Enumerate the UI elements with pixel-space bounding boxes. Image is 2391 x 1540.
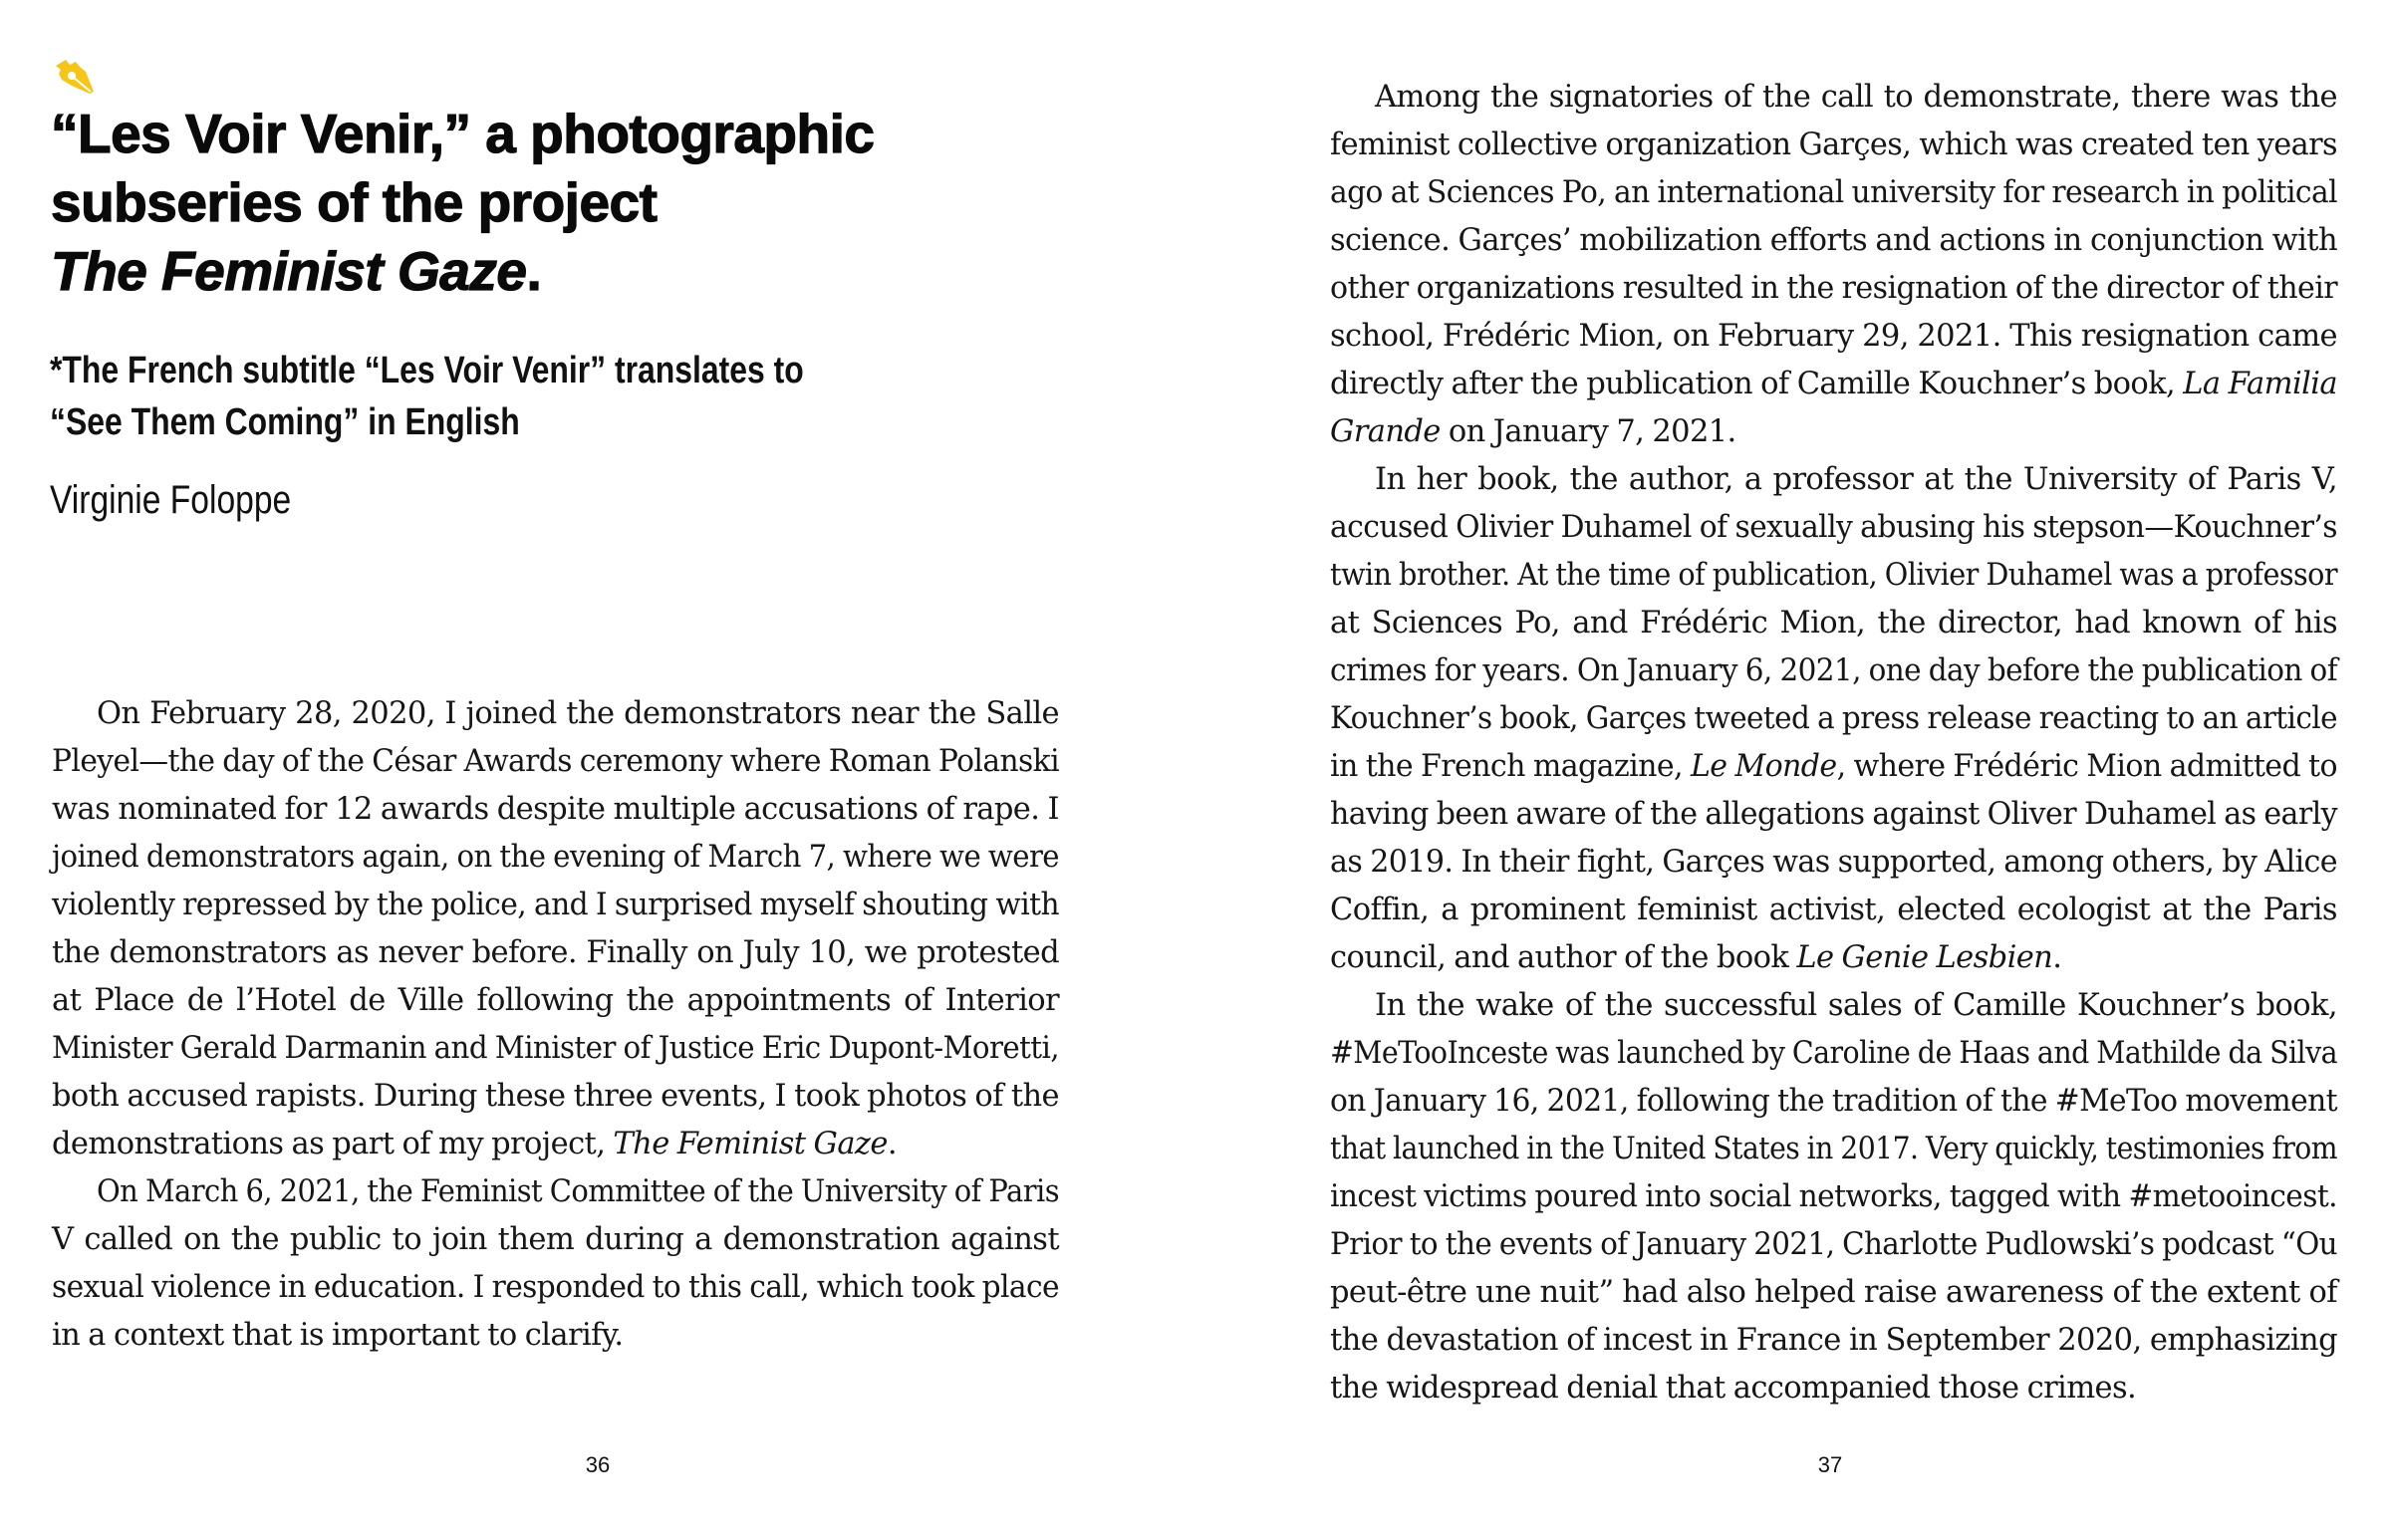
text-line: On February 28, 2020, I joined the demonstrators near the Salle bbox=[97, 696, 1059, 731]
page-number: 37 bbox=[1817, 1452, 1843, 1477]
title-project-name: The Feminist Gaze bbox=[51, 240, 527, 302]
book-title-italic: Grande bbox=[1330, 414, 1441, 449]
article-subtitle bbox=[50, 345, 804, 448]
title-line-2: subseries of the project bbox=[51, 171, 658, 233]
right-page bbox=[1196, 0, 2391, 1540]
text-line: peut-être une nuit” had also helped raise awareness of the extent of bbox=[1330, 1275, 2337, 1310]
project-title-italic: The Feminist Gaze bbox=[613, 1127, 888, 1161]
magazine-title-italic: Le Monde bbox=[1690, 749, 1837, 784]
text-line: Grande on January 7, 2021. bbox=[1330, 414, 1736, 449]
text-line: joined demonstrators again, on the evening of March 7, where we were bbox=[52, 840, 1059, 875]
text-line: violently repressed by the police, and I surprised myself shouting with bbox=[52, 888, 1059, 922]
title-period: . bbox=[526, 240, 542, 302]
text-line: twin brother. At the time of publication, Olivier Duhamel was a professor bbox=[1330, 558, 2337, 593]
text-line: science. Garçes’ mobilization efforts and actions in conjunction with bbox=[1330, 223, 2337, 258]
text-line: accused Olivier Duhamel of sexually abusing his stepson—Kouchner’s bbox=[1330, 510, 2337, 545]
text-line: Kouchner’s book, Garçes tweeted a press release reacting to an article bbox=[1330, 701, 2337, 736]
text-line: incest victims poured into social networks, tagged with #metooincest. bbox=[1330, 1179, 2337, 1214]
text-line: in a context that is important to clarify. bbox=[52, 1318, 624, 1353]
book-title-italic: Le Genie Lesbien bbox=[1796, 940, 2053, 975]
text-line: school, Frédéric Mion, on February 29, 2021. This resignation came bbox=[1330, 319, 2337, 354]
text-line: the devastation of incest in France in September 2020, emphasizing bbox=[1330, 1323, 2337, 1358]
paragraph bbox=[52, 690, 1059, 1168]
text-line: In the wake of the successful sales of Camille Kouchner’s book, bbox=[1375, 988, 2337, 1023]
paragraph bbox=[52, 1168, 1059, 1360]
author-name: Virginie Foloppe bbox=[50, 478, 292, 522]
text-line: sexual violence in education. I responded to this call, which took place bbox=[52, 1270, 1059, 1305]
text-line: ago at Sciences Po, an international university for research in political bbox=[1330, 175, 2337, 210]
text-line: both accused rapists. During these three events, I took photos of the bbox=[52, 1079, 1059, 1114]
title-line-1: “Les Voir Venir,” a photographic bbox=[51, 103, 875, 164]
paragraph bbox=[1330, 982, 2337, 1412]
text-line: the widespread denial that accompanied those crimes. bbox=[1330, 1371, 2137, 1406]
paragraph bbox=[1330, 74, 2337, 456]
text-line: feminist collective organization Garçes, which was created ten years bbox=[1330, 128, 2337, 162]
text-line: crimes for years. On January 6, 2021, one day before the publication of bbox=[1330, 653, 2337, 688]
text-line: Prior to the events of January 2021, Charlotte Pudlowski’s podcast “Ou bbox=[1330, 1227, 2337, 1262]
text-line: other organizations resulted in the resignation of the director of their bbox=[1330, 271, 2337, 306]
text-line: Among the signatories of the call to demonstrate, there was the bbox=[1375, 80, 2337, 115]
text-line: Coffin, a prominent feminist activist, elected ecologist at the Paris bbox=[1330, 893, 2337, 927]
text-line: #MeTooInceste was launched by Caroline de Haas and Mathilde da Silva bbox=[1330, 1036, 2337, 1071]
pen-nib-icon bbox=[50, 56, 98, 104]
text-line: In her book, the author, a professor at the University of Paris V, bbox=[1375, 462, 2337, 497]
page-number: 36 bbox=[585, 1452, 611, 1477]
paragraph bbox=[1330, 456, 2337, 982]
text-line: directly after the publication of Camille Kouchner’s book, La Familia bbox=[1330, 367, 2337, 401]
subtitle-line-2: “See Them Coming” in English bbox=[50, 401, 520, 443]
title-line-3 bbox=[51, 237, 1047, 306]
text-line: was nominated for 12 awards despite multiple accusations of rape. I bbox=[52, 792, 1059, 827]
text-line: demonstrations as part of my project, The Feminist Gaze. bbox=[52, 1127, 897, 1161]
book-title-italic: La Familia bbox=[2183, 367, 2337, 401]
text-line: council, and author of the book Le Genie Lesbien. bbox=[1330, 940, 2062, 975]
text-line: the demonstrators as never before. Finally on July 10, we protested bbox=[52, 935, 1059, 970]
text-line: Pleyel—the day of the César Awards ceremony where Roman Polanski bbox=[52, 744, 1059, 779]
text-line: Minister Gerald Darmanin and Minister of Justice Eric Dupont-Moretti, bbox=[52, 1031, 1059, 1066]
text-line: in the French magazine, Le Monde, where Frédéric Mion admitted to bbox=[1330, 749, 2337, 784]
text-line: on January 16, 2021, following the tradition of the #MeToo movement bbox=[1330, 1084, 2337, 1119]
right-body-text bbox=[1330, 74, 2337, 1412]
article-title bbox=[51, 100, 1047, 306]
text-line: that launched in the United States in 2017. Very quickly, testimonies from bbox=[1330, 1132, 2337, 1166]
subtitle-line-1: *The French subtitle “Les Voir Venir” translates to bbox=[50, 350, 804, 391]
text-line: having been aware of the allegations against Oliver Duhamel as early bbox=[1330, 797, 2337, 832]
left-body-text bbox=[52, 690, 1059, 1360]
text-line: V called on the public to join them during a demonstration against bbox=[52, 1222, 1059, 1257]
text-line: as 2019. In their fight, Garçes was supported, among others, by Alice bbox=[1330, 845, 2337, 880]
text-line: at Place de l’Hotel de Ville following the appointments of Interior bbox=[52, 983, 1059, 1018]
text-line: On March 6, 2021, the Feminist Committee of the University of Paris bbox=[97, 1174, 1059, 1209]
text-line: at Sciences Po, and Frédéric Mion, the director, had known of his bbox=[1330, 606, 2337, 641]
